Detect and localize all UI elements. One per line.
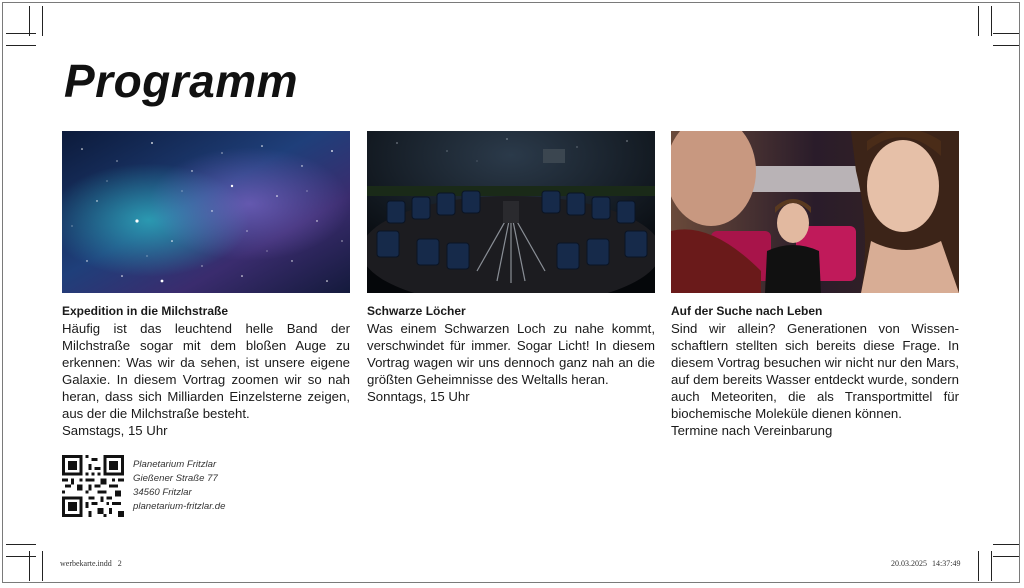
crop-mark [991,6,992,36]
crop-mark [6,544,36,545]
program-schedule: Termine nach Vereinbarung [671,423,833,438]
crop-mark [993,45,1019,46]
qr-code [62,455,124,517]
address-web: planetarium-fritzlar.de [133,501,226,512]
milky-way-image [62,131,350,293]
address-block [133,458,225,514]
program-search-for-life [671,131,959,439]
program-schedule: Sonntags, 15 Uhr [367,389,470,404]
program-schedule: Samstags, 15 Uhr [62,423,168,438]
crop-mark [993,33,1019,34]
planetarium-hall-image [367,131,655,293]
footer-date: 20.03.2025 [891,559,927,568]
footer-time: 14:37:49 [932,559,961,568]
crop-mark [991,551,992,581]
crop-mark [978,551,979,581]
crop-mark [42,551,43,581]
crop-mark [993,544,1019,545]
crop-mark [42,6,43,36]
address-street: Gießener Straße 77 [133,473,218,484]
address-city: 34560 Fritzlar [133,487,192,498]
audience-image [671,131,959,293]
crop-mark [6,45,36,46]
crop-mark [6,556,36,557]
program-milky-way [62,131,350,439]
crop-mark [6,33,36,34]
crop-mark [993,556,1019,557]
program-heading: Schwarze Löcher [367,304,466,318]
program-heading: Expedition in die Milchstraße [62,304,229,318]
crop-mark [978,6,979,36]
program-black-holes [367,131,655,405]
page-title: Programm [64,55,299,107]
program-description: Häufig ist das leuchtend helle Band der Milchstraße sogar mit dem bloßen Auge zu erkennen: Was wir da sehen, ist unsere eigene Galaxie. In diesem Vortrag zoomen wir so nah heran, dass sich Milliarden Einzelsterne zeigen, aus der die Milchstraße besteht. [62,321,350,421]
footer-timestamp [891,559,960,568]
address-name: Planetarium Fritzlar [133,459,217,470]
program-description: Was einem Schwarzen Loch zu nahe kommt, verschwindet für immer. Sogar Licht! In diesem Vortrag wagen wir uns dennoch ganz nah an die größten Geheimnisse des Weltalls heran. [367,321,655,387]
program-heading: Auf der Suche nach Leben [671,304,823,318]
crop-mark [29,6,30,36]
footer-filename: werbekarte.indd 2 [60,559,122,568]
program-description: Sind wir allein? Generationen von Wissen-schaftlern stellten sich bereits diese Frage. In diesem Vortrag besuchen wir nicht nur den Mars, auf dem bereits Wasser entdeckt wurde, sondern auch Meteoriten, die als Transportmittel für biochemische Moleküle dienen können. [671,321,959,421]
